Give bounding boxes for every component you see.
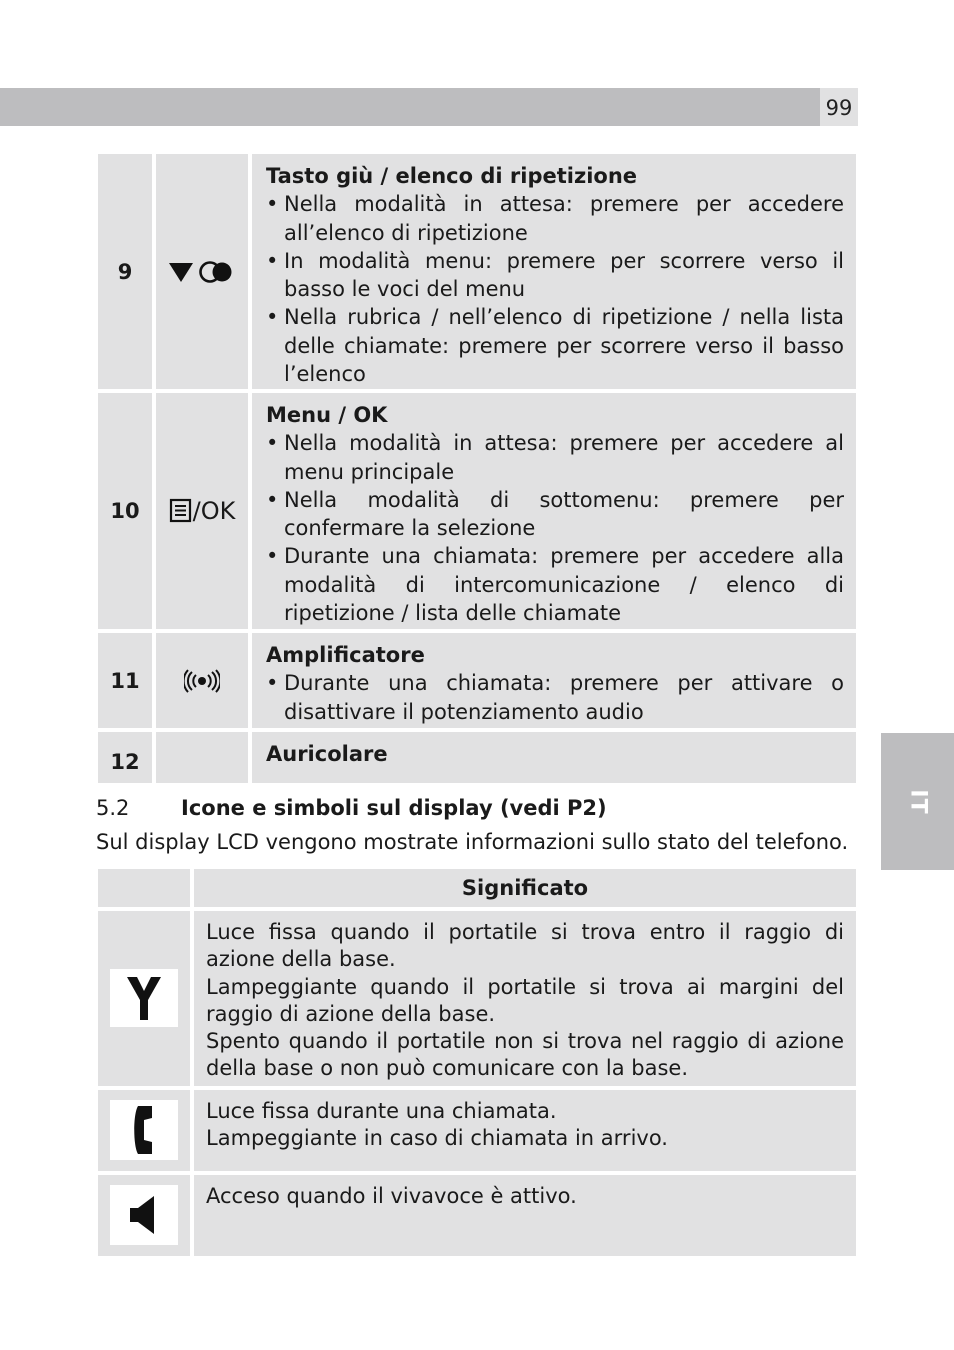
bullet-item: • Nella modalità in attesa: premere per accedere al menu principale (266, 429, 844, 486)
antenna-icon (110, 969, 178, 1027)
section-number: 5.2 (96, 796, 130, 820)
key-title: Menu / OK (266, 403, 388, 427)
bullet-item: • Nella modalità di sottomenu: premere per confermare la selezione (266, 486, 844, 543)
bullet-item: • Durante una chiamata: premere per attivare o disattivare il potenziamento audio (266, 669, 844, 726)
key-title: Auricolare (266, 742, 388, 766)
bullet-item: • Nella modalità in attesa: premere per accedere all’elenco di ripetizione (266, 190, 844, 247)
section-intro: Sul display LCD vengono mostrate informazioni sullo stato del telefono. (96, 830, 849, 854)
row-number: 9 (98, 154, 152, 389)
section-heading (96, 796, 607, 820)
symbol-icon-cell (98, 1175, 190, 1256)
symbol-icon-cell (98, 911, 190, 1086)
amplifier-icon (184, 669, 220, 693)
symbol-description (194, 1175, 856, 1256)
row-number: 11 (98, 633, 152, 728)
symbol-description (194, 1090, 856, 1171)
key-title: Tasto giù / elenco di ripetizione (266, 164, 638, 188)
header-bar (0, 88, 820, 126)
symbol-description (194, 911, 856, 1086)
section-title: Icone e simboli sul display (vedi P2) (181, 796, 607, 820)
key-description (252, 154, 856, 389)
handset-icon (110, 1100, 178, 1160)
description-line: Spento quando il portatile non si trova nel raggio di azione della base o non può comunicare con la base. (206, 1029, 844, 1081)
row-number: 10 (98, 393, 152, 629)
bullet-item: • Durante una chiamata: premere per accedere alla modalità di intercomunicazione / elenco di ripetizione / lista delle chiamate (266, 542, 844, 627)
description-line: Acceso quando il vivavoce è attivo. (206, 1184, 577, 1208)
row-number: 12 (98, 732, 152, 783)
description-line: Lampeggiante quando il portatile si trova ai margini del raggio di azione della base. (206, 974, 844, 1026)
key-title: Amplificatore (266, 643, 425, 667)
language-tab-label: IT (905, 788, 930, 815)
key-description (252, 633, 856, 728)
key-icon-cell (156, 732, 248, 783)
arrow-down-redial-icon (167, 259, 237, 285)
bullet-item: • Nella rubrica / nell’elenco di ripetizione / nella lista delle chiamate: premere per scorrere verso il basso l’elenco (266, 303, 844, 388)
description-line: Lampeggiante in caso di chiamata in arrivo. (206, 1126, 668, 1151)
meaning-header: Significato (194, 869, 856, 907)
language-tab (881, 733, 954, 870)
menu-ok-label: /OK (192, 497, 236, 525)
symbol-header-empty (98, 869, 190, 907)
bullet-item: • In modalità menu: premere per scorrere verso il basso le voci del menu (266, 247, 844, 304)
description-line: Luce fissa durante una chiamata. (206, 1099, 557, 1123)
key-icon-cell (156, 633, 248, 728)
speaker-icon (110, 1185, 178, 1245)
key-description (252, 732, 856, 783)
key-icon-cell (156, 393, 248, 629)
menu-ok-icon (169, 498, 193, 524)
description-line: Luce fissa quando il portatile si trova entro il raggio di azione della base. (206, 920, 844, 972)
symbol-icon-cell (98, 1090, 190, 1171)
page-number: 99 (820, 88, 858, 126)
key-description (252, 393, 856, 629)
key-icon-cell (156, 154, 248, 389)
